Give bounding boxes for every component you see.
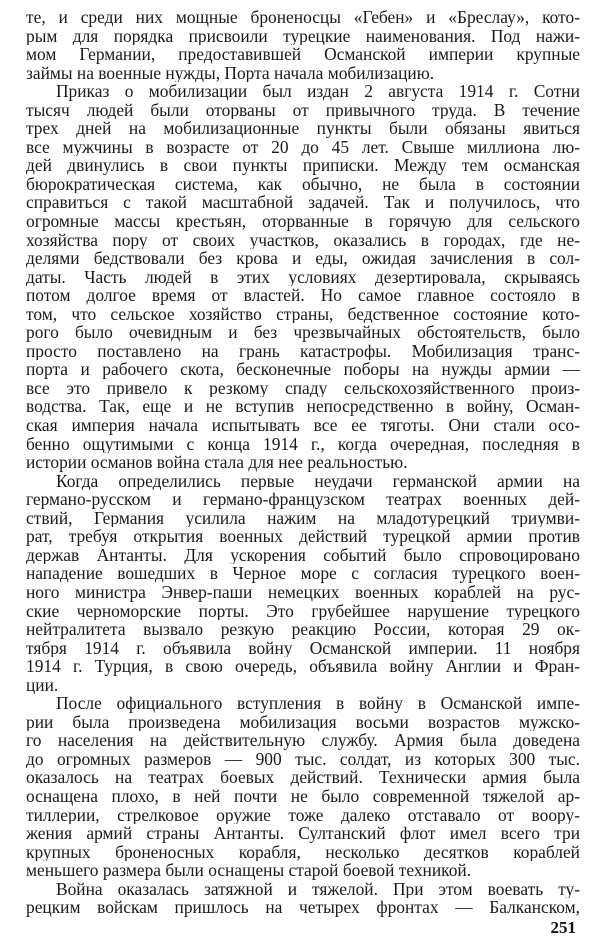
text-line: просто поставлено на грань катастрофы. Мобилизация транс- bbox=[26, 341, 580, 361]
text-line: го населения на действительную службу. Армия была доведена bbox=[26, 731, 580, 750]
text-line: держав Антанты. Для ускорения событий было спровоцировано bbox=[26, 545, 580, 565]
text-line: до огромных размеров — 900 тыс. солдат, из которых 300 тыс. bbox=[26, 749, 580, 769]
text-line: все мужчины в возрасте от 20 до 45 лет. Свыше миллиона лю- bbox=[26, 137, 580, 157]
text-line: оснащена плохо, в ней почти не было современной тяжелой ар- bbox=[26, 786, 580, 806]
text-line: тиллерии, стрелковое оружие тоже далеко отставало от воору- bbox=[26, 805, 580, 825]
text-line: хозяйства пору от своих участков, оказались в городах, где не- bbox=[26, 230, 580, 250]
text-line: займы на военные нужды, Порта начала мобилизацию. bbox=[26, 63, 435, 83]
text-line: огромные массы крестьян, оторванные в горячую для сельского bbox=[26, 212, 580, 231]
text-line: водства. Так, еще и не вступив непосредственно в войну, Осман- bbox=[26, 397, 580, 417]
text-line: потом долгое время от властей. Но самое главное состояло в bbox=[26, 286, 580, 305]
text-line: ская империя начала испытывать все ее тяготы. Они стали осо- bbox=[26, 416, 580, 435]
text-line: бюрократическая система, как обычно, не была в состоянии bbox=[26, 174, 580, 194]
text-line: рии была произведена мобилизация восьми возрастов мужско- bbox=[26, 712, 580, 732]
text-line: порта и рабочего скота, бесконечные поборы на нужды армии — bbox=[26, 360, 580, 379]
text-line: те, и среди них мощные броненосцы «Гебен» и «Бреслау», кото- bbox=[26, 8, 580, 27]
text-line: даты. Часть людей в этих условиях дезертировала, скрываясь bbox=[26, 267, 580, 287]
text-line: трех дней на мобилизационные пункты были обязаны явиться bbox=[26, 119, 580, 138]
text-line: справиться с такой масштабной задачей. Так и получилось, что bbox=[26, 193, 580, 213]
text-line: германо-русском и германо-французском театрах военных дей- bbox=[26, 490, 580, 509]
text-line: том, что сельское хозяйство страны, бедственное состояние кото- bbox=[26, 304, 580, 324]
page-body bbox=[26, 8, 580, 917]
text-line: рым для порядка присвоили турецкие наименования. Под нажи- bbox=[26, 26, 580, 46]
text-line: рого было очевидным и без чрезвычайных обстоятельств, было bbox=[26, 323, 580, 342]
text-line: крупных броненосных корабля, несколько десятков кораблей bbox=[26, 842, 580, 862]
text-line: ного министра Энвер-паши немецких военных кораблей на рус- bbox=[26, 582, 580, 602]
text-line: рат, требуя открытия военных действий турецкой армии против bbox=[26, 527, 580, 546]
text-line: мом Германии, предоставившей Османской империи крупные bbox=[26, 45, 580, 64]
text-line: дей двинулись в свои пункты приписки. Между тем османская bbox=[26, 156, 580, 175]
text-line: все это привело к резкому спаду сельскохозяйственного произ- bbox=[26, 378, 580, 398]
paragraph-first-line: Когда определились первые неудачи германской армии на bbox=[56, 471, 580, 491]
text-line: истории османов война стала для нее реальностью. bbox=[26, 453, 408, 472]
paragraph-first-line: Война оказалась затяжной и тяжелой. При этом воевать ту- bbox=[56, 879, 580, 899]
text-line: нейтралитета вызвало резкую реакцию России, которая 29 ок- bbox=[26, 620, 580, 639]
text-line: бенно ощутимыми с конца 1914 г., когда очередная, последняя в bbox=[26, 434, 580, 454]
text-line: рецким войскам пришлось на четырех фронтах — Балканском, bbox=[26, 898, 580, 917]
text-line: жения армий страны Антанты. Султанский флот имел всего три bbox=[26, 824, 580, 843]
page-number: 251 bbox=[550, 918, 576, 937]
text-line: оказалось на театрах боевых действий. Технически армия была bbox=[26, 768, 580, 787]
text-line: тысяч людей были оторваны от привычного труда. В течение bbox=[26, 100, 580, 120]
text-line: ствий, Германия усилила нажим на младотурецкий триумви- bbox=[26, 508, 580, 528]
text-line: 1914 г. Турция, в свою очередь, объявила войну Англии и Фран- bbox=[26, 657, 580, 676]
text-line: нападение вошедших в Черное море с согласия турецкого воен- bbox=[26, 564, 580, 583]
text-line: тября 1914 г. объявила войну Османской империи. 11 ноября bbox=[26, 638, 580, 658]
text-line: ские черноморские порты. Это грубейшее нарушение турецкого bbox=[26, 601, 580, 621]
text-line: меньшего размера были оснащены старой боевой техникой. bbox=[26, 861, 472, 880]
paragraph-first-line: Приказ о мобилизации был издан 2 августа 1914 г. Сотни bbox=[56, 82, 580, 101]
text-line: ции. bbox=[26, 675, 59, 695]
paragraph-first-line: После официального вступления в войну в Османской импе- bbox=[56, 694, 580, 713]
text-line: делями бедствовали без крова и еды, ожидая зачисления в сол- bbox=[26, 249, 580, 268]
